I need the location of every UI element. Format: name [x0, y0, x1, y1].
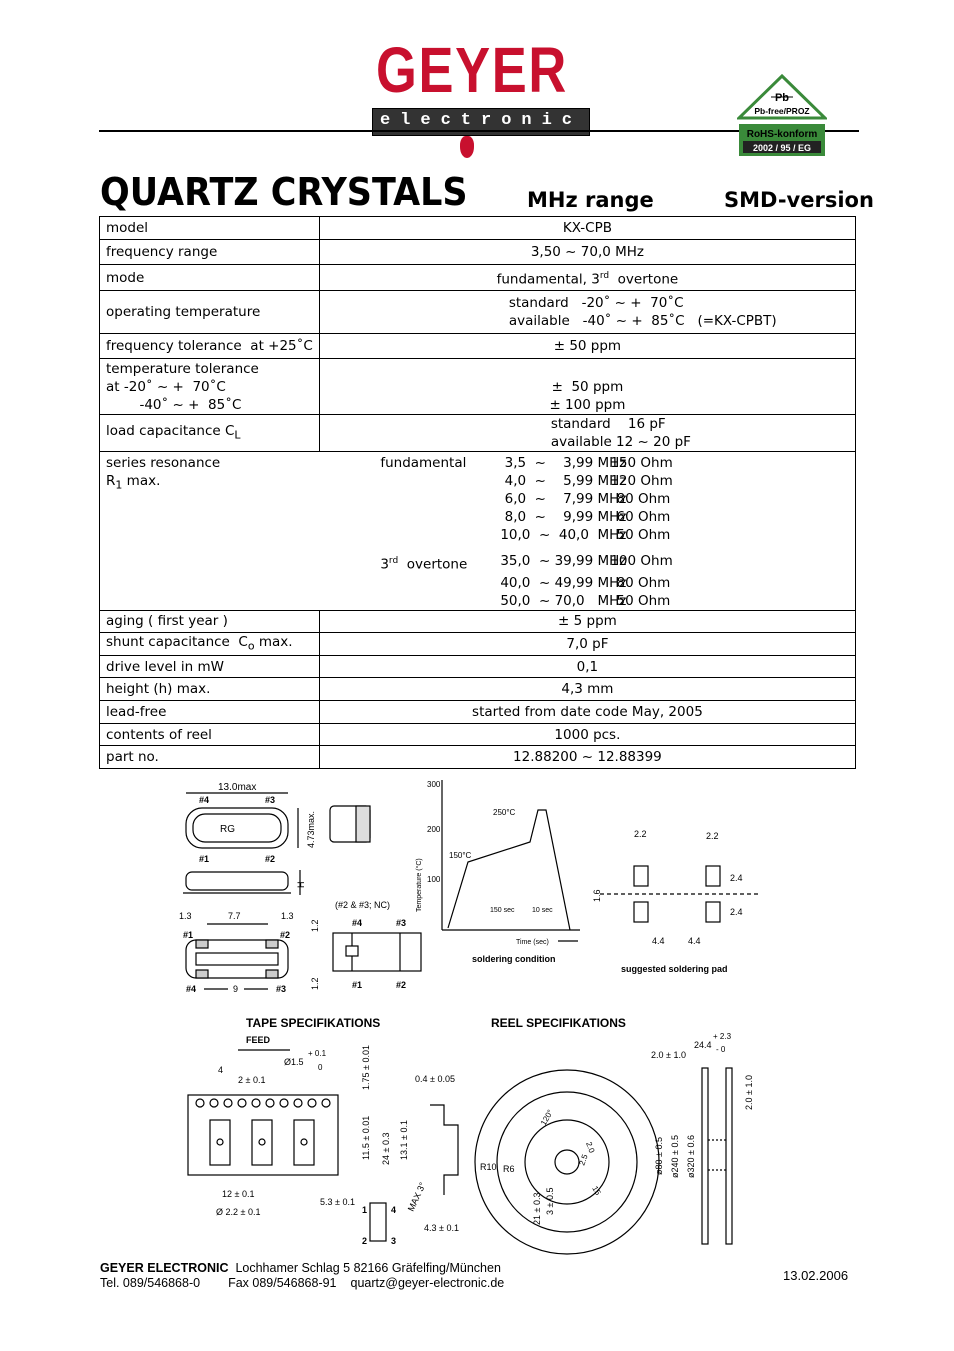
pin-label: #3: [396, 918, 407, 928]
page-title: QUARTZ CRYSTALS: [100, 170, 468, 214]
load-cap-sub: L: [234, 428, 241, 442]
table-row: [100, 265, 856, 291]
overtone-post: overtone: [398, 556, 468, 573]
fundamental-label: fundamental: [380, 455, 467, 471]
dim-label: + 2.3: [713, 1032, 732, 1041]
mode-sup: rd: [599, 270, 610, 281]
pin-label: #4: [186, 984, 197, 994]
dim-label: 4: [218, 1065, 224, 1075]
dim-label: 1.3: [179, 911, 192, 921]
row-value: ± 5 ppm: [319, 610, 855, 632]
dim-label: ø320 ± 0.6: [686, 1135, 696, 1178]
reel-title: REEL SPECIFIKATIONS: [491, 1016, 626, 1030]
pin-label: 3: [391, 1236, 397, 1246]
pin-label: #1: [199, 854, 210, 864]
pin-label: #3: [276, 984, 287, 994]
dim-label: 2.0 ± 1.0: [744, 1075, 754, 1110]
table-row: [100, 334, 856, 359]
pin-label: #4: [352, 918, 363, 928]
load-cap-line2: available 12 ~ 20 pF: [550, 434, 691, 450]
dim-label: 120°: [538, 1108, 556, 1127]
table-row: [100, 656, 856, 678]
tick-label: 150°C: [449, 851, 472, 860]
dim-label: 1.75 ± 0.01: [361, 1045, 371, 1090]
footer-fax: Fax 089/546868-91: [228, 1276, 337, 1290]
sr-range: 10,0 ~ 40,0 MHz: [500, 527, 627, 543]
subtitle-range: MHz range: [527, 188, 654, 212]
dim-label: 1.6: [592, 889, 602, 902]
table-row: [100, 701, 856, 724]
row-value: 3,50 ~ 70,0 MHz: [319, 240, 855, 265]
soldering-caption: soldering condition: [472, 954, 556, 964]
tick-label: 250°C: [493, 808, 516, 817]
row-label: [100, 359, 320, 415]
row-value: 12.88200 ~ 12.88399: [319, 746, 855, 769]
rohs-pb: Pb: [774, 92, 790, 104]
table-row: [100, 291, 856, 334]
nc-label: (#2 & #3; NC): [335, 900, 391, 910]
company-logo: [372, 34, 588, 158]
sr-range: 50,0 ~ 70,0 MHz: [500, 592, 627, 609]
temp-tol-label3: -40˚ ~ + 85˚C: [118, 396, 242, 413]
pin-label: #1: [352, 980, 363, 990]
dim-label: 3 ± 0.5: [545, 1187, 555, 1215]
table-row: [100, 678, 856, 701]
overtone-sup: rd: [388, 556, 399, 566]
sr-range: 3,5 ~ 3,99 MHz: [500, 455, 627, 471]
dim-label: Ø1.5: [284, 1057, 304, 1067]
row-value: [319, 359, 855, 415]
dim-label: 2.2: [706, 831, 719, 841]
row-value: started from date code May, 2005: [319, 701, 855, 724]
row-label: height (h) max.: [100, 678, 320, 701]
technical-drawings: [0, 770, 954, 1260]
row-label: lead-free: [100, 701, 320, 724]
series-res-row: [380, 574, 849, 592]
row-label: frequency range: [100, 240, 320, 265]
row-label: part no.: [100, 746, 320, 769]
dim-label: 4.3 ± 0.1: [424, 1223, 459, 1233]
axis-label: Time (sec): [516, 939, 549, 946]
row-label: [100, 632, 320, 656]
tape-title: TAPE SPECIFIKATIONS: [246, 1016, 381, 1030]
package-drawing: [179, 782, 370, 994]
axis-label: Temperature (°C): [416, 858, 423, 912]
row-value: 1000 pcs.: [319, 724, 855, 746]
sr-ohm: 100 Ohm: [610, 553, 673, 569]
dim-label: ø80 ± 0.5: [654, 1137, 664, 1175]
shunt-sub: o: [247, 639, 255, 653]
row-label: model: [100, 217, 320, 240]
pin-label: #1: [183, 930, 194, 940]
dim-label: 1.2: [310, 919, 320, 932]
dim-label: 7.7: [228, 911, 241, 921]
soldering-pad: [592, 829, 760, 974]
series-res-max: max.: [122, 473, 161, 489]
dim-label: 2.4: [730, 907, 743, 917]
pin-label: #2: [280, 930, 291, 940]
sr-ohm: 120 Ohm: [610, 473, 673, 489]
series-res-row: [380, 490, 849, 508]
dim-label: 13.0max: [218, 782, 257, 793]
dim-label: 2.0 ± 1.0: [651, 1050, 686, 1060]
dim-label: 2.4: [730, 873, 743, 883]
row-value: 4,3 mm: [319, 678, 855, 701]
rohs-eg: 2002 / 95 / EG: [752, 143, 812, 153]
dim-label: 1.3: [281, 911, 294, 921]
shunt-label: shunt capacitance C: [106, 633, 248, 650]
temp-tol-value1: ± 50 ppm: [551, 379, 624, 395]
reel-drawing: [475, 1016, 754, 1254]
mode-text: fundamental, 3: [496, 271, 600, 288]
row-value: 0,1: [319, 656, 855, 678]
soldering-profile: [415, 780, 580, 964]
pin-label: #2: [396, 980, 407, 990]
overtone-pre: 3: [380, 556, 389, 573]
temp-tol-label2: at -20˚ ~ + 70˚C: [106, 378, 226, 395]
subtitle-version: SMD-version: [724, 188, 874, 212]
op-temp-line1: standard -20˚ ~ + 70˚C: [508, 295, 684, 311]
spec-table: [99, 216, 856, 769]
dim-label: Ø 2.2 ± 0.1: [216, 1207, 261, 1217]
pin-label: 4: [391, 1205, 397, 1215]
footer-date: 13.02.2006: [783, 1268, 849, 1283]
dim-label: R6: [503, 1164, 515, 1174]
row-value: 7,0 pF: [319, 632, 855, 656]
dim-label: MAX 3°: [405, 1180, 428, 1213]
sr-ohm: 150 Ohm: [610, 455, 673, 471]
mode-text-post: overtone: [609, 271, 679, 288]
pin-label: #3: [265, 795, 276, 805]
series-res-label1: series resonance: [106, 455, 221, 471]
tick-label: 150 sec: [490, 907, 515, 914]
row-value: ± 50 ppm: [319, 334, 855, 359]
series-res-row: [380, 508, 849, 526]
series-res-row: [380, 472, 849, 490]
sr-ohm: 50 Ohm: [616, 592, 671, 609]
row-label: operating temperature: [100, 291, 320, 334]
dim-label: 24 ± 0.3: [381, 1132, 391, 1165]
dim-label: 5.3 ± 0.1: [320, 1197, 355, 1207]
dim-label: 2.2: [634, 829, 647, 839]
table-row: [100, 240, 856, 265]
sr-range: 4,0 ~ 5,99 MHz: [500, 473, 627, 489]
row-value: [319, 291, 855, 334]
pin-label: #4: [199, 795, 210, 805]
row-label: mode: [100, 265, 320, 291]
dim-label: + 0.1: [308, 1049, 327, 1058]
dim-label: 4.4: [652, 936, 665, 946]
series-res-label2: [106, 472, 313, 495]
row-label: [100, 415, 320, 452]
row-label: drive level in mW: [100, 656, 320, 678]
shunt-label-post: max.: [254, 633, 293, 650]
pin-label: 1: [362, 1205, 368, 1215]
table-row: [100, 632, 856, 656]
logo-subtitle: electronic: [379, 111, 583, 130]
series-res-r: R: [106, 473, 116, 489]
dim-label: 2.5: [577, 1153, 590, 1167]
pin-label: #2: [265, 854, 276, 864]
feed-label: FEED: [246, 1035, 271, 1045]
sr-range: 6,0 ~ 7,99 MHz: [500, 491, 627, 507]
row-label: aging ( first year ): [100, 610, 320, 632]
footer-company: GEYER ELECTRONIC: [100, 1261, 229, 1275]
row-value: [319, 415, 855, 452]
rg-label: RG: [220, 824, 235, 835]
rohs-konform: RoHS-konform: [746, 129, 818, 140]
footer: [100, 1261, 504, 1291]
temp-tol-label1: temperature tolerance: [106, 360, 259, 377]
tick-label: 300: [427, 780, 441, 789]
dim-label: - 0: [716, 1045, 726, 1054]
tick-label: 10 sec: [532, 907, 553, 914]
dim-label: 12 ± 0.1: [222, 1189, 255, 1199]
dim-label: 0.4 ± 0.05: [415, 1074, 455, 1084]
rohs-pbfree: Pb-free/PROZ: [754, 106, 810, 116]
dim-label: 2.0: [584, 1140, 597, 1155]
series-res-block: [325, 454, 849, 610]
row-label: frequency tolerance at +25˚C: [100, 334, 320, 359]
sr-ohm: 50 Ohm: [616, 527, 671, 543]
dim-label: 9: [233, 984, 239, 994]
row-value: KX-CPB: [319, 217, 855, 240]
dim-label: 21 ± 0.3: [532, 1192, 542, 1225]
pin-label: 2: [362, 1236, 368, 1246]
sr-range: 40,0 ~ 49,99 MHz: [500, 574, 627, 591]
series-res-row: [380, 454, 849, 472]
logo-word: GEYER: [376, 34, 568, 106]
temp-tol-value2: ± 100 ppm: [549, 397, 626, 413]
sr-ohm: 60 Ohm: [616, 509, 671, 525]
dim-label: 11.5 ± 0.01: [361, 1115, 371, 1160]
dim-label: 4.73max.: [306, 810, 316, 848]
table-row: [100, 415, 856, 452]
pad-caption: suggested soldering pad: [621, 964, 728, 974]
series-res-sub: 1: [115, 478, 123, 492]
sr-range: 35,0 ~ 39,99 MHz: [500, 553, 627, 569]
dim-label: 13.1 ± 0.1: [399, 1120, 409, 1160]
series-res-row: [380, 592, 849, 610]
dim-label: 4.4: [688, 936, 701, 946]
dim-label: 1.2: [310, 977, 320, 990]
table-row: [100, 359, 856, 415]
dim-label: 15: [590, 1184, 603, 1197]
footer-address: Lochhamer Schlag 5 82166 Gräfelfing/München: [235, 1261, 501, 1275]
row-value: [319, 452, 855, 611]
circuit-symbol: [333, 900, 421, 990]
dim-label: H: [296, 881, 306, 888]
tape-drawing: [188, 1016, 459, 1246]
tick-label: 100: [427, 875, 441, 884]
table-row: [100, 610, 856, 632]
dim-label: ø240 ± 0.5: [670, 1135, 680, 1178]
sr-ohm: 80 Ohm: [616, 491, 671, 507]
table-row: [100, 452, 856, 611]
load-cap-label: load capacitance C: [106, 422, 235, 439]
dim-label: 2 ± 0.1: [238, 1075, 266, 1085]
dim-label: 0: [318, 1063, 323, 1072]
footer-tel: Tel. 089/546868-0: [100, 1276, 201, 1290]
series-res-row: [380, 552, 849, 574]
row-label: contents of reel: [100, 724, 320, 746]
table-row: [100, 724, 856, 746]
load-cap-line1: standard 16 pF: [550, 416, 666, 432]
op-temp-line2: available -40˚ ~ + 85˚C (=KX-CPBT): [508, 313, 777, 329]
sr-range: 8,0 ~ 9,99 MHz: [500, 509, 627, 525]
table-row: [100, 217, 856, 240]
rohs-badge: [737, 74, 827, 158]
row-label: [100, 452, 320, 611]
footer-email[interactable]: quartz@geyer-electronic.de: [350, 1276, 505, 1290]
logo-drop: [460, 136, 474, 158]
tick-label: 200: [427, 825, 441, 834]
sr-ohm: 80 Ohm: [616, 574, 671, 591]
dim-label: 24.4: [694, 1040, 712, 1050]
dim-label: R10: [480, 1162, 497, 1172]
row-value: [319, 265, 855, 291]
table-row: [100, 746, 856, 769]
series-res-row: [380, 526, 849, 544]
